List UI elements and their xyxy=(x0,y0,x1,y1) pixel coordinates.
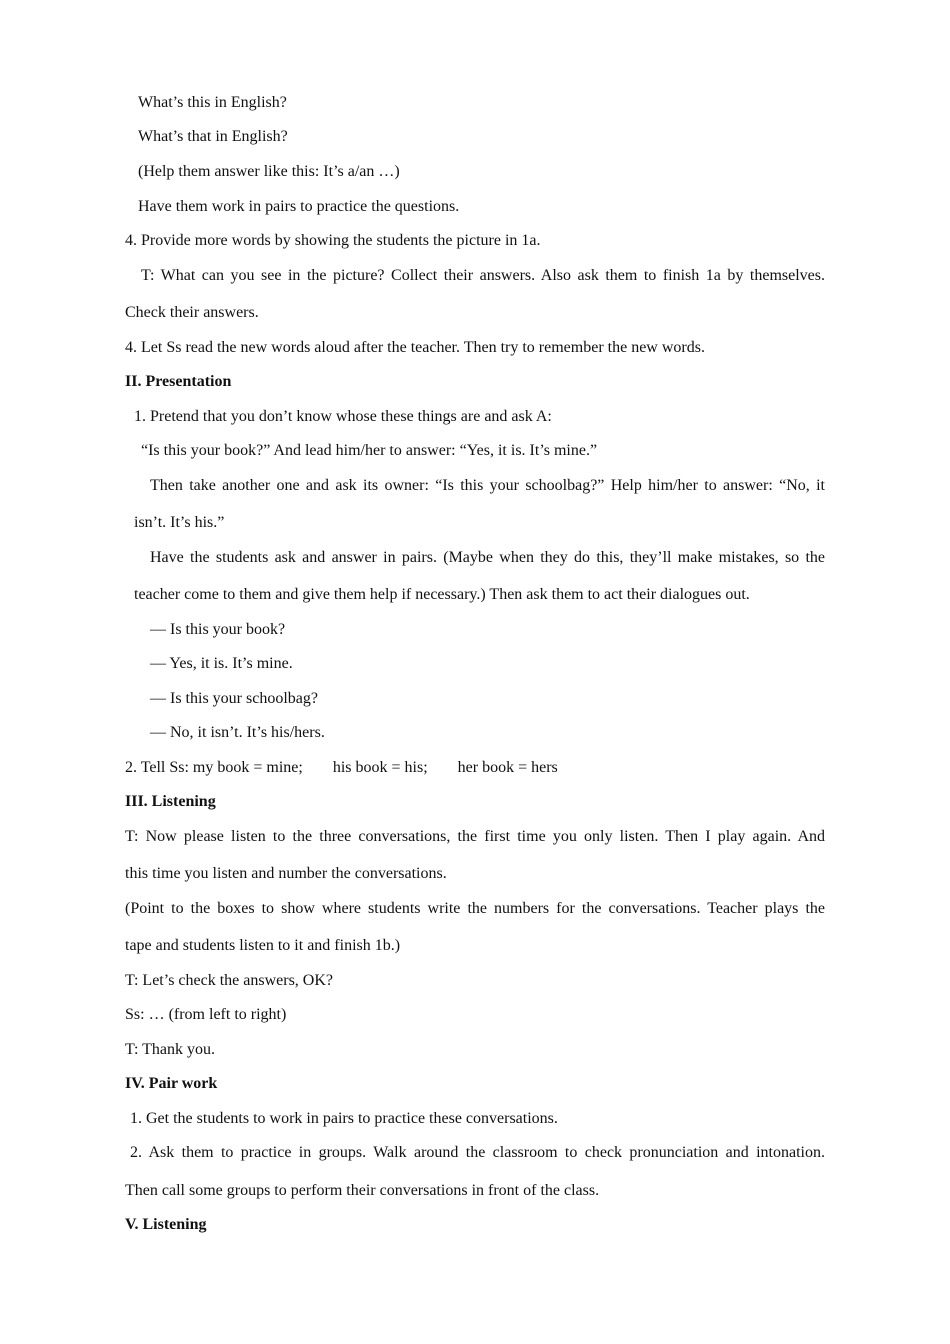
text-line: Have the students ask and answer in pairs. (Maybe when they do this, they’ll make mistakes, so the xyxy=(150,549,825,566)
text-segment: 2. Tell Ss: my book = mine; xyxy=(125,759,303,776)
text-line: (Help them answer like this: It’s a/an …) xyxy=(138,163,400,180)
text-line: T: Let’s check the answers, OK? xyxy=(125,972,334,989)
section-heading: III. Listening xyxy=(125,793,216,810)
text-line: Ss: … (from left to right) xyxy=(125,1006,287,1023)
dialogue-line: — No, it isn’t. It’s his/hers. xyxy=(150,724,325,741)
text-line: “Is this your book?” And lead him/her to answer: “Yes, it is. It’s mine.” xyxy=(141,442,598,459)
text-line: Have them work in pairs to practice the questions. xyxy=(138,198,460,215)
text-line: T: What can you see in the picture? Collect their answers. Also ask them to finish 1a by themselves. xyxy=(141,267,825,284)
text-line: (Point to the boxes to show where students write the numbers for the conversations. Teacher plays the xyxy=(125,900,825,917)
dialogue-line: — Yes, it is. It’s mine. xyxy=(150,655,293,672)
dialogue-line: — Is this your book? xyxy=(150,621,286,638)
text-line: What’s this in English? xyxy=(138,94,287,111)
text-line: 2. Ask them to practice in groups. Walk around the classroom to check pronunciation and intonation. xyxy=(130,1144,825,1161)
text-line: What’s that in English? xyxy=(138,128,288,145)
text-line: tape and students listen to it and finish 1b.) xyxy=(125,937,401,954)
text-line: this time you listen and number the conversations. xyxy=(125,865,447,882)
text-line: Then call some groups to perform their conversations in front of the class. xyxy=(125,1182,600,1199)
text-segment: her book = hers xyxy=(457,759,558,776)
text-line: 1. Pretend that you don’t know whose these things are and ask A: xyxy=(134,408,552,425)
section-heading: V. Listening xyxy=(125,1216,207,1233)
text-line: 4. Provide more words by showing the students the picture in 1a. xyxy=(125,232,541,249)
text-line: 1. Get the students to work in pairs to practice these conversations. xyxy=(130,1110,558,1127)
section-heading: IV. Pair work xyxy=(125,1075,218,1092)
text-line: Then take another one and ask its owner: “Is this your schoolbag?” Help him/her to answer: “No, it xyxy=(150,477,825,494)
text-line: isn’t. It’s his.” xyxy=(134,514,225,531)
dialogue-line: — Is this your schoolbag? xyxy=(150,690,318,707)
text-line: T: Thank you. xyxy=(125,1041,216,1058)
text-line: T: Now please listen to the three conversations, the first time you only listen. Then I play again. And xyxy=(125,828,825,845)
text-line xyxy=(125,758,825,778)
text-line: 4. Let Ss read the new words aloud after the teacher. Then try to remember the new words. xyxy=(125,339,705,356)
text-line: teacher come to them and give them help if necessary.) Then ask them to act their dialogues out. xyxy=(134,586,750,603)
text-segment: his book = his; xyxy=(332,759,428,776)
section-heading: II. Presentation xyxy=(125,373,232,390)
text-line: Check their answers. xyxy=(125,304,259,321)
